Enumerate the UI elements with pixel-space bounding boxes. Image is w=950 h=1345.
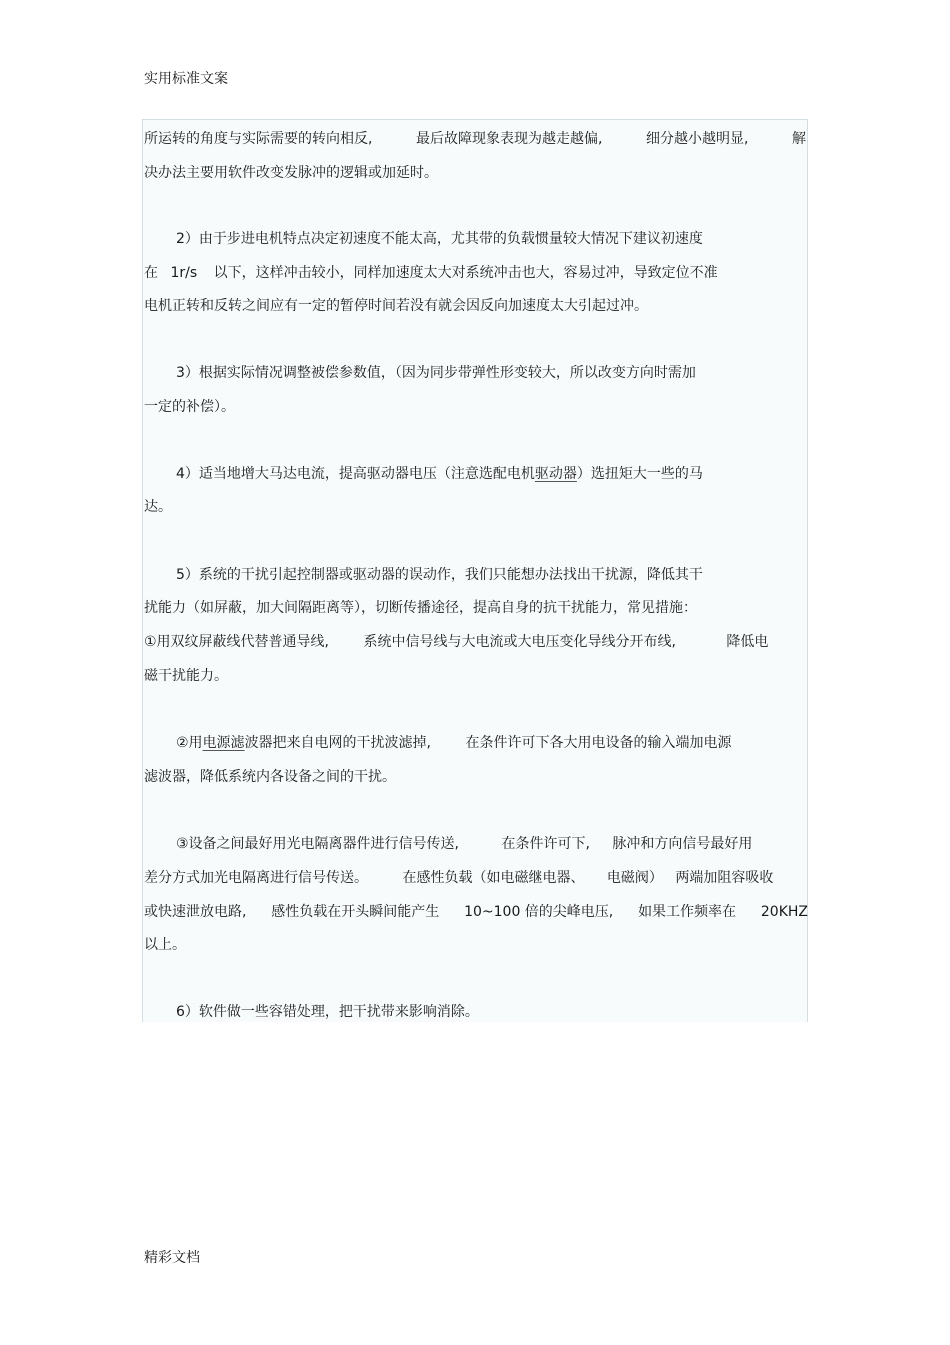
paragraph-line: 2）由于步进电机特点决定初速度不能太高，尤其带的负载惯量较大情况下建议初速度 — [176, 231, 703, 247]
text-segment: 电磁阀） — [606, 870, 663, 886]
text-segment: 差分方式加光电隔离进行信号传送。 — [144, 870, 368, 886]
text-segment: 两端加阻容吸收 — [675, 870, 774, 886]
paragraph-line: 3）根据实际情况调整被偿参数值，（因为同步带弹性形变较大，所以改变方向时需加 — [176, 365, 696, 381]
link-text[interactable]: 驱动器 — [534, 466, 577, 482]
text-segment: 1r/s — [170, 265, 198, 281]
paragraph-line — [144, 632, 768, 652]
paragraph-line: 一定的补偿）。 — [144, 399, 235, 415]
text-segment: 以下，这样冲击较小，同样加速度太大对系统冲击也大，容易过冲，导致定位不准 — [213, 265, 718, 281]
page-header: 实用标准文案 — [144, 71, 228, 87]
text-segment: ②用 — [176, 735, 203, 751]
paragraph-line: 电机正转和反转之间应有一定的暂停时间若没有就会因反向加速度太大引起过冲。 — [144, 298, 648, 314]
text-segment: 如果工作频率在 — [638, 904, 737, 920]
text-segment: 在条件许可下, — [501, 836, 590, 852]
paragraph-line — [144, 129, 806, 149]
text-segment: 在感性负载（如电磁继电器、 — [402, 870, 585, 886]
paragraph-line — [144, 868, 773, 888]
paragraph-line: 磁干扰能力。 — [144, 668, 228, 684]
link-text[interactable]: 电源滤 — [202, 735, 245, 751]
paragraph-line: 达。 — [144, 499, 172, 515]
page-footer: 精彩文档 — [144, 1250, 200, 1266]
paragraph-line — [144, 902, 808, 922]
text-segment: 20KHZ — [760, 904, 808, 920]
text-segment: 波器把来自电网的干扰波滤掉, — [244, 735, 432, 751]
paragraph-line: 5）系统的干扰引起控制器或驱动器的误动作，我们只能想办法找出干扰源，降低其干 — [176, 567, 703, 583]
text-segment: 解 — [792, 131, 806, 147]
paragraph-line — [176, 464, 703, 484]
paragraph-line: 6）软件做一些容错处理，把干扰带来影响消除。 — [176, 1004, 479, 1020]
text-segment: 细分越小越明显, — [646, 131, 749, 147]
paragraph-line: 滤波器，降低系统内各设备之间的干扰。 — [144, 769, 396, 785]
paragraph-line: 决办法主要用软件改变发脉冲的逻辑或加延时。 — [144, 165, 438, 181]
text-segment: 脉冲和方向信号最好用 — [612, 836, 753, 852]
paragraph-line — [176, 834, 752, 854]
text-segment: 所运转的角度与实际需要的转向相反, — [144, 131, 373, 147]
paragraph-line — [144, 263, 718, 283]
text-segment: 或快速泄放电路, — [144, 904, 247, 920]
text-segment: 最后故障现象表现为越走越偏, — [416, 131, 603, 147]
text-segment: ①用双纹屏蔽线代替普通导线, — [144, 634, 330, 650]
paragraph-line: 以上。 — [144, 937, 186, 953]
text-segment: 10~100 倍的尖峰电压, — [464, 904, 614, 920]
text-segment: 系统中信号线与大电流或大电压变化导线分开布线, — [363, 634, 676, 650]
paragraph-line — [176, 733, 731, 753]
text-segment: 降低电 — [726, 634, 769, 650]
text-segment: 感性负载在开头瞬间能产生 — [271, 904, 440, 920]
text-segment: ③设备之间最好用光电隔离器件进行信号传送, — [176, 836, 459, 852]
text-segment: 4）适当地增大马达电流，提高驱动器电压（注意选配电机 — [176, 466, 535, 482]
text-segment: ）选扭矩大一些的马 — [576, 466, 703, 482]
text-segment: 在 — [144, 265, 158, 281]
paragraph-line: 扰能力（如屏蔽，加大间隔距离等），切断传播途径，提高自身的抗干扰能力，常见措施： — [144, 600, 697, 616]
text-segment: 在条件许可下各大用电设备的输入端加电源 — [465, 735, 732, 751]
